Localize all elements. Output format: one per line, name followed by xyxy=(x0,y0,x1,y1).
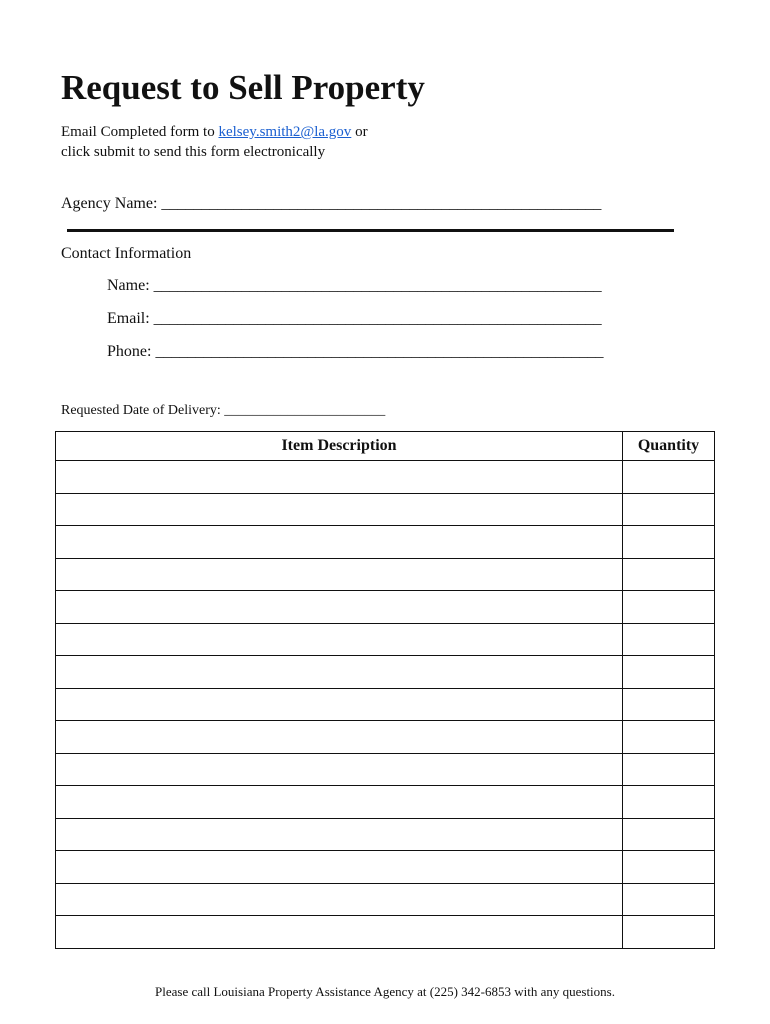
quantity-cell[interactable] xyxy=(623,753,715,786)
item-description-cell[interactable] xyxy=(56,851,623,884)
item-description-cell[interactable] xyxy=(56,461,623,494)
agency-name-label: Agency Name: xyxy=(61,195,162,212)
quantity-cell[interactable] xyxy=(623,916,715,949)
item-description-cell[interactable] xyxy=(56,688,623,721)
contact-email-label: Email: xyxy=(107,310,154,327)
intro-line-2: click submit to send this form electronically xyxy=(61,144,326,160)
contact-name-blank[interactable]: ________________________________________________________ xyxy=(153,277,602,294)
table-row xyxy=(56,883,715,916)
item-description-cell[interactable] xyxy=(56,493,623,526)
contact-email-blank[interactable]: ________________________________________________________ xyxy=(153,310,602,327)
table-row xyxy=(56,558,715,591)
contact-info-heading: Contact Information xyxy=(61,245,192,262)
table-row xyxy=(56,591,715,624)
contact-phone-label: Phone: xyxy=(107,343,156,360)
delivery-date-field[interactable] xyxy=(61,401,385,421)
quantity-cell[interactable] xyxy=(623,721,715,754)
item-description-cell[interactable] xyxy=(56,591,623,624)
quantity-cell[interactable] xyxy=(623,656,715,689)
quantity-cell[interactable] xyxy=(623,883,715,916)
agency-name-field[interactable] xyxy=(61,194,601,214)
quantity-cell[interactable] xyxy=(623,688,715,721)
table-row xyxy=(56,688,715,721)
quantity-cell[interactable] xyxy=(623,818,715,851)
item-description-cell[interactable] xyxy=(56,721,623,754)
quantity-cell[interactable] xyxy=(623,623,715,656)
contact-name-field[interactable] xyxy=(107,276,602,296)
agency-name-blank[interactable]: _______________________________________________________ xyxy=(161,195,602,212)
item-description-cell[interactable] xyxy=(56,883,623,916)
quantity-cell[interactable] xyxy=(623,493,715,526)
delivery-date-label: Requested Date of Delivery: xyxy=(61,403,225,418)
item-description-cell[interactable] xyxy=(56,623,623,656)
items-table xyxy=(55,431,715,949)
item-description-cell[interactable] xyxy=(56,526,623,559)
table-row xyxy=(56,526,715,559)
item-description-cell[interactable] xyxy=(56,656,623,689)
email-link[interactable]: kelsey.smith2@la.gov xyxy=(218,124,352,140)
table-row xyxy=(56,786,715,819)
intro-prefix: Email Completed form to xyxy=(61,124,219,140)
item-description-cell[interactable] xyxy=(56,786,623,819)
item-description-cell[interactable] xyxy=(56,753,623,786)
quantity-cell[interactable] xyxy=(623,558,715,591)
table-header-row xyxy=(56,432,715,461)
quantity-cell[interactable] xyxy=(623,851,715,884)
quantity-cell[interactable] xyxy=(623,461,715,494)
table-row xyxy=(56,493,715,526)
table-row xyxy=(56,916,715,949)
footer-note: Please call Louisiana Property Assistance Agency at (225) 342-6853 with any questions. xyxy=(155,984,615,999)
contact-name-label: Name: xyxy=(107,277,154,294)
quantity-cell[interactable] xyxy=(623,786,715,819)
table-row xyxy=(56,656,715,689)
quantity-cell[interactable] xyxy=(623,526,715,559)
contact-phone-field[interactable] xyxy=(107,342,603,362)
table-row xyxy=(56,721,715,754)
table-row xyxy=(56,623,715,656)
items-table-body xyxy=(56,461,715,949)
intro-line-1 xyxy=(61,122,368,142)
item-description-header: Item Description xyxy=(56,432,623,461)
delivery-date-blank[interactable]: _______________________ xyxy=(224,403,386,418)
item-description-cell[interactable] xyxy=(56,818,623,851)
table-row xyxy=(56,753,715,786)
contact-phone-blank[interactable]: ________________________________________________________ xyxy=(155,343,604,360)
section-divider xyxy=(67,229,674,232)
contact-email-field[interactable] xyxy=(107,309,602,329)
quantity-cell[interactable] xyxy=(623,591,715,624)
table-row xyxy=(56,851,715,884)
item-description-cell[interactable] xyxy=(56,916,623,949)
intro-suffix: or xyxy=(351,124,368,140)
quantity-header: Quantity xyxy=(623,432,715,461)
intro-text xyxy=(61,122,368,162)
table-row xyxy=(56,461,715,494)
item-description-cell[interactable] xyxy=(56,558,623,591)
table-row xyxy=(56,818,715,851)
page-title: Request to Sell Property xyxy=(61,68,425,107)
